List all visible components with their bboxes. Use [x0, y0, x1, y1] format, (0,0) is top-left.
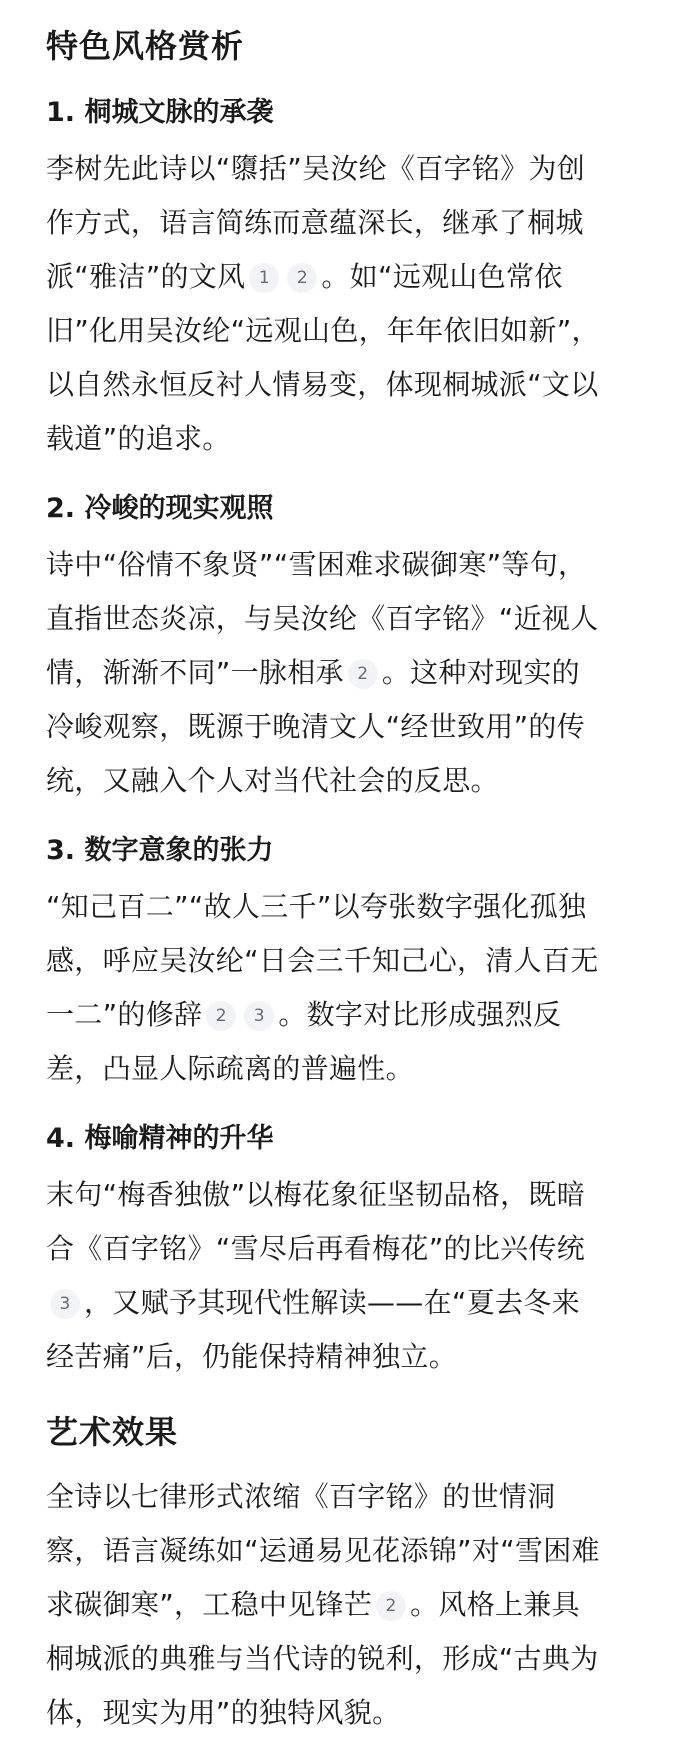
- citation-badge[interactable]: 2: [287, 263, 317, 293]
- text-line: [46, 1632, 656, 1686]
- line-text: 情，渐渐不同”一脉相承: [46, 656, 344, 689]
- text-line: [46, 592, 656, 646]
- text-line: [46, 304, 656, 358]
- analysis-section: [46, 822, 656, 1096]
- text-line: [46, 988, 656, 1042]
- text-line: [46, 1276, 656, 1330]
- summary-paragraph: [46, 1470, 656, 1740]
- line-text: 全诗以七律形式浓缩《百字铭》的世情洞: [46, 1480, 556, 1513]
- article: [0, 12, 656, 1740]
- line-text: “知己百二”“故人三千”以夸张数字强化孤独: [46, 890, 587, 923]
- line-text: 冷峻观察，既源于晚清文人“经世致用”的传: [46, 710, 586, 743]
- citation-badge[interactable]: 1: [249, 263, 279, 293]
- line-text: 载道”的追求。: [46, 422, 231, 455]
- line-text: 合《百字铭》“雪尽后再看梅花”的比兴传统: [46, 1232, 586, 1265]
- section-title: 2. 冷峻的现实观照: [46, 493, 274, 524]
- line-text: 。风格上兼具: [410, 1588, 580, 1621]
- line-text: 末句“梅香独傲”以梅花象征坚韧品格，既暗: [46, 1178, 586, 1211]
- text-line: [46, 358, 656, 412]
- section-paragraph: [46, 142, 656, 466]
- line-text: 统，又融入个人对当代社会的反思。: [46, 764, 499, 797]
- heading-artistic-effect: 艺术效果: [46, 1413, 179, 1451]
- text-line: [46, 880, 656, 934]
- text-line: [46, 196, 656, 250]
- text-line: [46, 700, 656, 754]
- text-line: [46, 754, 656, 808]
- line-text: 。如“远观山色常依: [321, 260, 563, 293]
- section-paragraph: [46, 880, 656, 1096]
- citation-badge[interactable]: 3: [50, 1289, 80, 1319]
- analysis-section: [46, 480, 656, 808]
- sections: [46, 84, 656, 1384]
- text-line: [46, 1222, 656, 1276]
- heading-style-analysis: 特色风格赏析: [46, 27, 245, 65]
- line-text: 。数字对比形成强烈反: [278, 998, 562, 1031]
- line-text: ，又赋予其现代性解读——在“夏去冬来: [84, 1286, 580, 1319]
- line-text: 作方式，语言简练而意蕴深长，继承了桐城: [46, 206, 584, 239]
- line-text: 诗中“俗情不象贤”“雪困难求碳御寒”等句，: [46, 548, 587, 581]
- text-line: [46, 1578, 656, 1632]
- line-text: 差，凸显人际疏离的普遍性。: [46, 1052, 414, 1085]
- text-line: [46, 646, 656, 700]
- section-title: 1. 桐城文脉的承袭: [46, 97, 274, 128]
- analysis-section: [46, 84, 656, 466]
- text-line: [46, 412, 656, 466]
- citation-badge[interactable]: 2: [206, 1001, 236, 1031]
- line-text: 经苦痛”后，仍能保持精神独立。: [46, 1340, 458, 1373]
- line-text: 派“雅洁”的文风: [46, 260, 246, 293]
- analysis-section: [46, 1110, 656, 1384]
- line-text: 一二”的修辞: [46, 998, 203, 1031]
- line-text: 桐城派的典雅与当代诗的锐利，形成“古典为: [46, 1642, 599, 1675]
- text-line: [46, 250, 656, 304]
- line-text: 察，语言凝练如“运通易见花添锦”对“雪困难: [46, 1534, 600, 1567]
- line-text: 李树先此诗以“隳括”吴汝纶《百字铭》为创: [46, 152, 586, 185]
- line-text: 。这种对现实的: [381, 656, 580, 689]
- citation-badge[interactable]: 2: [348, 659, 378, 689]
- line-text: 旧”化用吴汝纶“远观山色，年年依旧如新”，: [46, 314, 600, 347]
- section-paragraph: [46, 538, 656, 808]
- text-line: [46, 1042, 656, 1096]
- section-paragraph: [46, 1168, 656, 1384]
- text-line: [46, 1470, 656, 1524]
- line-text: 求碳御寒”，工稳中见锋芒: [46, 1588, 373, 1621]
- line-text: 感，呼应吴汝纶“日会三千知己心，清人百无: [46, 944, 599, 977]
- line-text: 体，现实为用”的独特风貌。: [46, 1696, 401, 1729]
- citation-badge[interactable]: 3: [244, 1001, 274, 1031]
- line-text: 直指世态炎凉，与吴汝纶《百字铭》“近视人: [46, 602, 599, 635]
- text-line: [46, 142, 656, 196]
- section-title: 3. 数字意象的张力: [46, 835, 274, 866]
- text-line: [46, 1168, 656, 1222]
- text-line: [46, 1524, 656, 1578]
- line-text: 以自然永恒反衬人情易变，体现桐城派“文以: [46, 368, 599, 401]
- text-line: [46, 538, 656, 592]
- text-line: [46, 1686, 656, 1740]
- section-title: 4. 梅喻精神的升华: [46, 1123, 274, 1154]
- citation-badge[interactable]: 2: [376, 1591, 406, 1621]
- text-line: [46, 1330, 656, 1384]
- text-line: [46, 934, 656, 988]
